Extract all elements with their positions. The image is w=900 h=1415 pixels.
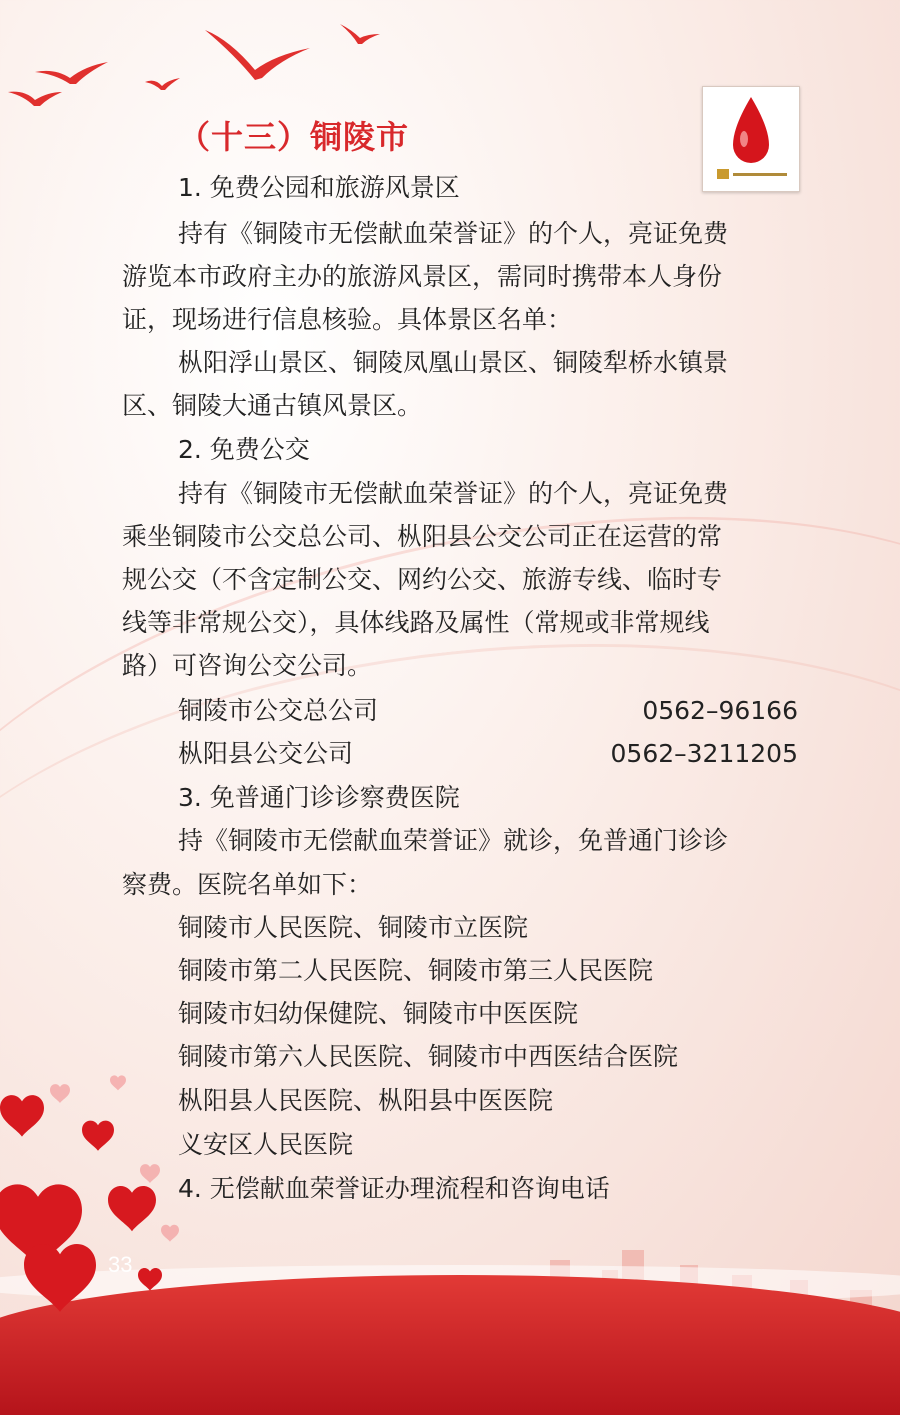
heart-icon xyxy=(108,1186,156,1231)
hearts-decoration xyxy=(0,1060,260,1358)
hospital-list-item: 铜陵市人民医院、铜陵市立医院 xyxy=(178,913,529,942)
paragraph-line: 乘坐铜陵市公交总公司、枞阳县公交公司正在运营的常 xyxy=(122,522,723,551)
paragraph-line: 线等非常规公交），具体线路及属性（常规或非常规线 xyxy=(122,608,710,637)
paragraph-line: 察费。医院名单如下： xyxy=(122,870,373,899)
birds-decoration xyxy=(0,0,420,130)
section-heading: 3. 免普通门诊诊察费医院 xyxy=(178,783,460,812)
paragraph-line: 持《铜陵市无偿献血荣誉证》就诊，免普通门诊诊 xyxy=(178,826,729,855)
heart-icon xyxy=(161,1225,179,1242)
paragraph-line: 枞阳浮山景区、铜陵凤凰山景区、铜陵犁桥水镇景 xyxy=(178,348,729,377)
hospital-list-item: 枞阳县人民医院、枞阳县中医医院 xyxy=(178,1086,554,1115)
page-title: （十三）铜陵市 xyxy=(178,118,410,156)
heart-icon xyxy=(24,1244,96,1312)
heart-icon xyxy=(140,1164,160,1183)
page-number: 33 xyxy=(108,1252,133,1277)
bird-icon xyxy=(205,30,310,80)
paragraph-line: 持有《铜陵市无偿献血荣誉证》的个人，亮证免费 xyxy=(178,219,729,248)
heart-icon xyxy=(0,1095,44,1136)
blood-drop-icon xyxy=(733,97,769,163)
contact-phone: 0562–96166 xyxy=(642,696,798,725)
paragraph-line: 规公交（不含定制公交、网约公交、旅游专线、临时专 xyxy=(122,565,723,594)
paragraph-line: 游览本市政府主办的旅游风景区，需同时携带本人身份 xyxy=(122,262,723,291)
blood-donation-logo xyxy=(702,86,800,192)
hospital-list-item: 铜陵市第六人民医院、铜陵市中西医结合医院 xyxy=(178,1042,679,1071)
section-heading: 1. 免费公园和旅游风景区 xyxy=(178,173,460,202)
hospital-list-item: 铜陵市第二人民医院、铜陵市第三人民医院 xyxy=(178,956,654,985)
bird-icon xyxy=(35,62,108,84)
heart-icon xyxy=(50,1084,70,1103)
bird-icon xyxy=(8,92,62,106)
heart-icon xyxy=(82,1121,114,1151)
paragraph-line: 证，现场进行信息核验。具体景区名单： xyxy=(122,305,573,334)
paragraph-line: 持有《铜陵市无偿献血荣誉证》的个人，亮证免费 xyxy=(178,479,729,508)
paragraph-line: 路）可咨询公交公司。 xyxy=(122,651,373,680)
bird-icon xyxy=(145,78,180,90)
heart-icon xyxy=(110,1075,126,1090)
contact-name: 枞阳县公交公司 xyxy=(178,739,354,768)
section-heading: 4. 无偿献血荣誉证办理流程和咨询电话 xyxy=(178,1174,610,1203)
bird-icon xyxy=(340,24,380,44)
hospital-list-item: 义安区人民医院 xyxy=(178,1130,354,1159)
contact-phone: 0562–3211205 xyxy=(610,739,798,768)
paragraph-line: 区、铜陵大通古镇风景区。 xyxy=(122,391,423,420)
hospital-list-item: 铜陵市妇幼保健院、铜陵市中医医院 xyxy=(178,999,579,1028)
section-heading: 2. 免费公交 xyxy=(178,435,310,464)
contact-name: 铜陵市公交总公司 xyxy=(178,696,379,725)
heart-icon xyxy=(138,1268,162,1291)
